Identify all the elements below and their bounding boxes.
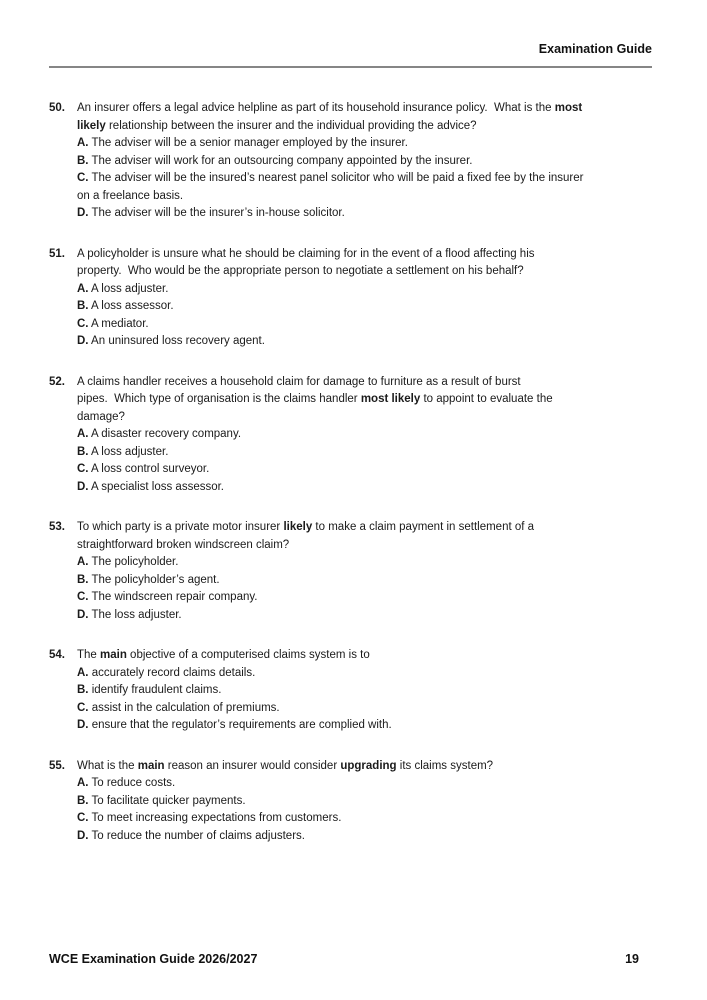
question-number: 51. xyxy=(49,247,65,260)
answer-option: C. The windscreen repair company. xyxy=(77,591,258,603)
question-number: 52. xyxy=(49,375,65,388)
question-text: The main objective of a computerised claims system is to xyxy=(77,649,370,661)
option-letter: D. xyxy=(77,335,89,347)
answer-option: D. ensure that the regulator’s requirements are complied with. xyxy=(77,719,392,731)
question-number: 50. xyxy=(49,102,65,114)
answer-option: B. The adviser will work for an outsourcing company appointed by the insurer. xyxy=(77,154,473,167)
question-block xyxy=(49,758,652,846)
answer-option: C. A loss control surveyor. xyxy=(77,463,210,475)
option-letter: B. xyxy=(77,684,89,696)
option-letter: C. xyxy=(77,172,89,184)
question-text: A claims handler receives a household claim for damage to furniture as a result of burst pipes. Which type of organisation is the claims handler most likely to appoint to evaluate the damage? xyxy=(77,375,553,423)
option-letter: D. xyxy=(77,207,89,219)
option-letter: A. xyxy=(77,137,89,149)
option-letter: B. xyxy=(77,573,89,586)
option-letter: A. xyxy=(77,666,89,679)
answer-option: D. A specialist loss assessor. xyxy=(77,480,225,493)
option-letter: B. xyxy=(77,154,89,167)
page-number: 19 xyxy=(625,952,639,966)
option-letter: A. xyxy=(77,428,89,440)
question-number: 54. xyxy=(49,649,65,661)
question-body xyxy=(77,100,652,223)
option-letter: A. xyxy=(77,777,89,789)
option-letter: D. xyxy=(77,480,89,493)
question-body xyxy=(77,519,652,624)
page-footer xyxy=(49,952,652,966)
answer-option: A. The policyholder. xyxy=(77,556,179,568)
option-letter: D. xyxy=(77,829,89,842)
answer-option: A. A loss adjuster. xyxy=(77,282,169,295)
page-header xyxy=(49,0,652,68)
answer-option: B. The policyholder’s agent. xyxy=(77,573,220,586)
option-letter: C. xyxy=(77,463,89,475)
option-letter: C. xyxy=(77,317,89,330)
answer-option: B. identify fraudulent claims. xyxy=(77,684,222,696)
answer-option: A. A disaster recovery company. xyxy=(77,428,242,440)
question-block xyxy=(49,100,652,223)
answer-option: C. To meet increasing expectations from customers. xyxy=(77,812,342,824)
option-letter: C. xyxy=(77,812,89,824)
question-number: 55. xyxy=(49,759,65,772)
question-body xyxy=(77,246,652,351)
question-body xyxy=(77,758,652,846)
answer-option: B. A loss adjuster. xyxy=(77,445,169,458)
answer-option: C. The adviser will be the insured’s nearest panel solicitor who will be paid a fixed fee by the insurer on a freelance basis. xyxy=(77,172,584,202)
question-block xyxy=(49,374,652,497)
answer-option: D. The adviser will be the insurer’s in-house solicitor. xyxy=(77,207,345,219)
question-text: A policyholder is unsure what he should be claiming for in the event of a flood affecting his property. Who would be the appropriate person to negotiate a settlement on his behalf? xyxy=(77,247,535,277)
option-letter: B. xyxy=(77,445,89,458)
answer-option: D. An uninsured loss recovery agent. xyxy=(77,335,265,347)
option-letter: D. xyxy=(77,719,89,731)
footer-document-title: WCE Examination Guide 2026/2027 xyxy=(49,952,258,966)
option-letter: C. xyxy=(77,701,89,714)
question-body xyxy=(77,647,652,735)
header-title: Examination Guide xyxy=(538,42,652,56)
answer-option: C. assist in the calculation of premiums. xyxy=(77,701,280,714)
question-body xyxy=(77,374,652,497)
answer-option: B. A loss assessor. xyxy=(77,300,174,312)
option-letter: A. xyxy=(77,282,89,295)
answer-option: D. To reduce the number of claims adjusters. xyxy=(77,829,305,842)
question-text: An insurer offers a legal advice helpline as part of its household insurance policy. What is the most likely relationship between the insurer and the individual providing the advice? xyxy=(77,102,583,132)
question-block xyxy=(49,647,652,735)
answer-option: A. accurately record claims details. xyxy=(77,666,256,679)
answer-option: D. The loss adjuster. xyxy=(77,608,182,621)
question-block xyxy=(49,519,652,624)
answer-option: C. A mediator. xyxy=(77,317,149,330)
questions-list xyxy=(49,100,652,845)
option-letter: A. xyxy=(77,556,89,568)
question-number: 53. xyxy=(49,521,65,533)
option-letter: C. xyxy=(77,591,89,603)
header-rule xyxy=(49,66,652,68)
answer-option: A. To reduce costs. xyxy=(77,777,176,789)
answer-option: B. To facilitate quicker payments. xyxy=(77,794,246,807)
question-block xyxy=(49,246,652,351)
question-text: To which party is a private motor insurer likely to make a claim payment in settlement of a straightforward broken windscreen claim? xyxy=(77,521,535,551)
option-letter: D. xyxy=(77,608,89,621)
question-text: What is the main reason an insurer would consider upgrading its claims system? xyxy=(77,759,494,772)
answer-option: A. The adviser will be a senior manager employed by the insurer. xyxy=(77,137,408,149)
option-letter: B. xyxy=(77,794,89,807)
option-letter: B. xyxy=(77,300,89,312)
